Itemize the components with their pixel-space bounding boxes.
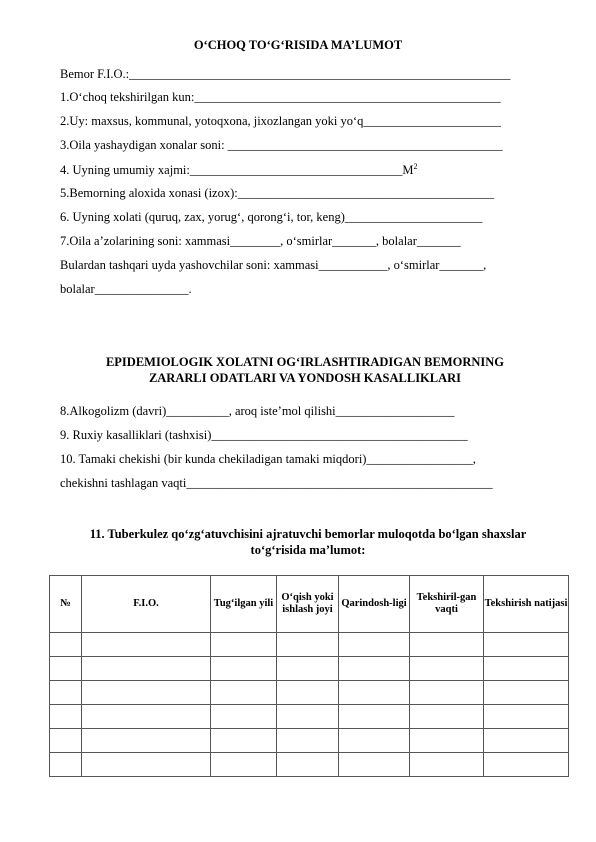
table-cell[interactable]	[277, 753, 339, 777]
mental-illness-line: 9. Ruxiy kasalliklari (tashxisi)_________________________________________	[60, 428, 468, 442]
smoking-line: 10. Tamaki chekishi (bir kunda chekiladigan tamaki miqdori)_________________,	[60, 452, 476, 466]
table-cell[interactable]	[339, 753, 410, 777]
table-cell[interactable]	[484, 753, 569, 777]
table-cell[interactable]	[82, 753, 211, 777]
separate-room-line: 5.Bemorning aloxida xonasi (izox):_________________________________________	[60, 186, 494, 200]
table-cell[interactable]	[484, 705, 569, 729]
patient-name-line: Bemor F.I.O.:_____________________________________________________________	[60, 67, 511, 81]
table-cell[interactable]	[410, 729, 484, 753]
contacts-table	[49, 575, 569, 777]
header-name: F.I.O.	[82, 576, 211, 633]
table-cell[interactable]	[82, 729, 211, 753]
epidemiology-heading	[60, 354, 550, 386]
header-number: №	[50, 576, 82, 633]
table-cell[interactable]	[211, 681, 277, 705]
house-condition-line: 6. Uyning xolati (quruq, zax, yorug‘, qorong‘i, tor, keng)______________________	[60, 210, 483, 224]
table-cell[interactable]	[410, 753, 484, 777]
table-cell[interactable]	[410, 657, 484, 681]
table-cell[interactable]	[82, 705, 211, 729]
table-cell[interactable]	[277, 729, 339, 753]
table-cell[interactable]	[277, 681, 339, 705]
table-cell[interactable]	[50, 753, 82, 777]
table-cell[interactable]	[211, 705, 277, 729]
table-cell[interactable]	[50, 633, 82, 657]
table-cell[interactable]	[339, 729, 410, 753]
house-volume-line	[60, 162, 417, 178]
contacts-heading	[55, 526, 561, 558]
table-cell[interactable]	[50, 729, 82, 753]
table-cell[interactable]	[484, 681, 569, 705]
header-workplace: O‘qish yoki ishlash joyi	[277, 576, 339, 633]
table-cell[interactable]	[410, 681, 484, 705]
table-row	[50, 633, 569, 657]
table-row	[50, 657, 569, 681]
room-count-line: 3.Oila yashaydigan xonalar soni: ____________________________________________	[60, 138, 503, 152]
table-cell[interactable]	[277, 657, 339, 681]
epidemiology-heading-line2: ZARARLI ODATLARI VA YONDOSH KASALLIKLARI	[148, 371, 462, 385]
table-cell[interactable]	[211, 633, 277, 657]
housing-type-line: 2.Uy: maxsus, kommunal, yotoqxona, jixozlangan yoki yo‘q______________________	[60, 114, 501, 128]
table-header-row	[50, 576, 569, 633]
other-residents-children-line: bolalar_______________.	[60, 282, 192, 296]
inspection-date-line: 1.O‘choq tekshirilgan kun:_________________________________________________	[60, 90, 501, 104]
unit-superscript: 2	[413, 162, 418, 171]
house-volume-text: 4. Uyning umumiy xajmi:__________________________________M	[60, 163, 414, 178]
table-cell[interactable]	[211, 729, 277, 753]
table-cell[interactable]	[410, 705, 484, 729]
quit-smoking-line: chekishni tashlagan vaqti_________________________________________________	[60, 476, 493, 490]
table-cell[interactable]	[277, 705, 339, 729]
table-cell[interactable]	[339, 705, 410, 729]
header-exam-result: Tekshirish natijasi	[484, 576, 569, 633]
table-cell[interactable]	[339, 633, 410, 657]
table-row	[50, 681, 569, 705]
table-body	[50, 633, 569, 777]
table-cell[interactable]	[50, 681, 82, 705]
header-birth-year: Tug‘ilgan yili	[211, 576, 277, 633]
table-cell[interactable]	[211, 753, 277, 777]
table-cell[interactable]	[50, 705, 82, 729]
table-cell[interactable]	[339, 657, 410, 681]
table-cell[interactable]	[339, 681, 410, 705]
table-cell[interactable]	[484, 633, 569, 657]
contacts-heading-line1: 11. Tuberkulez qo‘zg‘atuvchisini ajratuvchi bemorlar muloqotda bo‘lgan shaxslar	[89, 527, 527, 541]
alcoholism-line: 8.Alkogolizm (davri)__________, aroq iste’mol qilishi___________________	[60, 404, 455, 418]
contacts-heading-line2: to‘g‘risida ma’lumot:	[250, 543, 366, 557]
table-row	[50, 753, 569, 777]
table-cell[interactable]	[82, 633, 211, 657]
table-cell[interactable]	[410, 633, 484, 657]
table-row	[50, 705, 569, 729]
table-cell[interactable]	[484, 657, 569, 681]
table-row	[50, 729, 569, 753]
table-cell[interactable]	[82, 681, 211, 705]
document-title: O‘CHOQ TO‘G‘RISIDA MA’LUMOT	[193, 38, 403, 52]
header-exam-date: Tekshiril-gan vaqti	[410, 576, 484, 633]
family-members-line: 7.Oila a’zolarining soni: xammasi________, o‘smirlar_______, bolalar_______	[60, 234, 461, 248]
table-cell[interactable]	[211, 657, 277, 681]
header-relation: Qarindosh-ligi	[339, 576, 410, 633]
table-cell[interactable]	[50, 657, 82, 681]
epidemiology-heading-line1: EPIDEMIOLOGIK XOLATNI OG‘IRLASHTIRADIGAN BEMORNING	[105, 355, 505, 369]
table-cell[interactable]	[484, 729, 569, 753]
table-cell[interactable]	[277, 633, 339, 657]
other-residents-line: Bulardan tashqari uyda yashovchilar soni: xammasi___________, o‘smirlar_______,	[60, 258, 487, 272]
table-cell[interactable]	[82, 657, 211, 681]
